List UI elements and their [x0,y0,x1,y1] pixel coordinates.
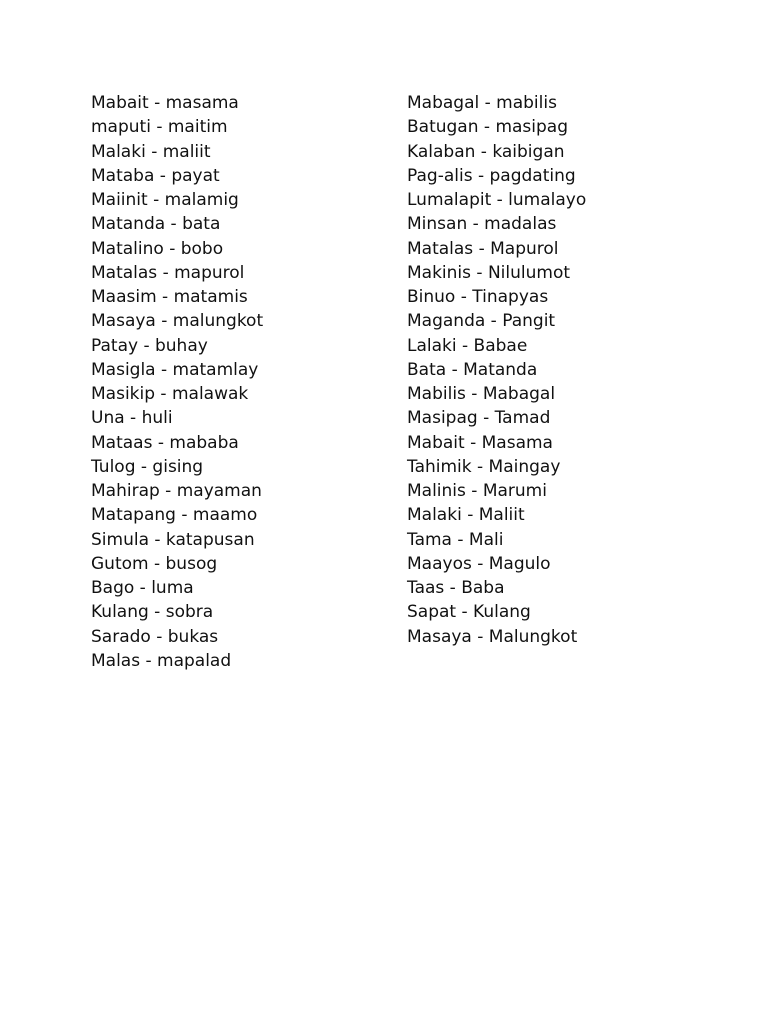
word-pair: Lumalapit - lumalayo [407,190,587,210]
word-pair: Malaki - Maliit [407,505,525,526]
word-pair: Mabagal - mabilis [407,93,557,113]
word-pair: Tahimik - Maingay [407,456,561,477]
word-pair: Malaki - maliit [91,141,211,162]
word-pair: Masaya - malungkot [91,311,264,332]
right-word-column [407,91,586,649]
word-pair: Minsan - madalas [407,214,557,235]
word-pair: Mahirap - mayaman [91,481,262,501]
word-pair: Maasim - matamis [91,287,248,307]
word-pair: Tulog - gising [91,456,204,477]
word-pair: Taas - Baba [407,578,505,598]
left-word-column [91,91,263,673]
word-pair: Kalaban - kaibigan [407,141,565,162]
word-pair: Sarado - bukas [91,626,219,647]
word-pair: Mataba - payat [91,165,220,186]
word-pair: Simula - katapusan [91,529,255,550]
word-pair: Masigla - matamlay [91,359,259,380]
word-pair: Mabilis - Mabagal [407,384,556,404]
word-pair: Pag-alis - pagdating [407,165,576,186]
word-pair: Matalas - mapurol [91,262,245,283]
word-pair: Mabait - masama [91,93,239,113]
word-pair: Patay - buhay [91,335,208,356]
word-pair: Masikip - malawak [91,384,249,404]
word-pair: Maganda - Pangit [407,311,556,332]
word-pair: Batugan - masipag [407,117,569,138]
word-pair: Sapat - Kulang [407,602,531,623]
word-pair: Maiinit - malamig [91,190,239,210]
word-pair: Lalaki - Babae [407,335,528,356]
word-pair: Makinis - Nilulumot [407,262,571,283]
word-pair: Malas - mapalad [91,650,232,671]
word-pair: Tama - Mali [407,529,504,550]
word-pair: Bata - Matanda [407,359,538,380]
word-pair: Malinis - Marumi [407,481,547,501]
word-pair: Maayos - Magulo [407,553,551,574]
word-pair: Masaya - Malungkot [407,626,578,647]
word-pair: Una - huli [91,408,173,429]
word-pair: Matanda - bata [91,214,221,235]
word-pair: Matalas - Mapurol [407,238,559,259]
word-pair: maputi - maitim [91,117,228,138]
word-pair: Binuo - Tinapyas [407,287,549,307]
word-pair: Kulang - sobra [91,602,214,623]
word-pair: Gutom - busog [91,553,218,574]
word-pair: Matapang - maamo [91,505,258,526]
word-pair: Mataas - mababa [91,432,239,453]
word-pair: Masipag - Tamad [407,408,551,429]
word-pair: Mabait - Masama [407,432,553,453]
word-pair: Matalino - bobo [91,238,224,259]
word-pair: Bago - luma [91,578,194,598]
